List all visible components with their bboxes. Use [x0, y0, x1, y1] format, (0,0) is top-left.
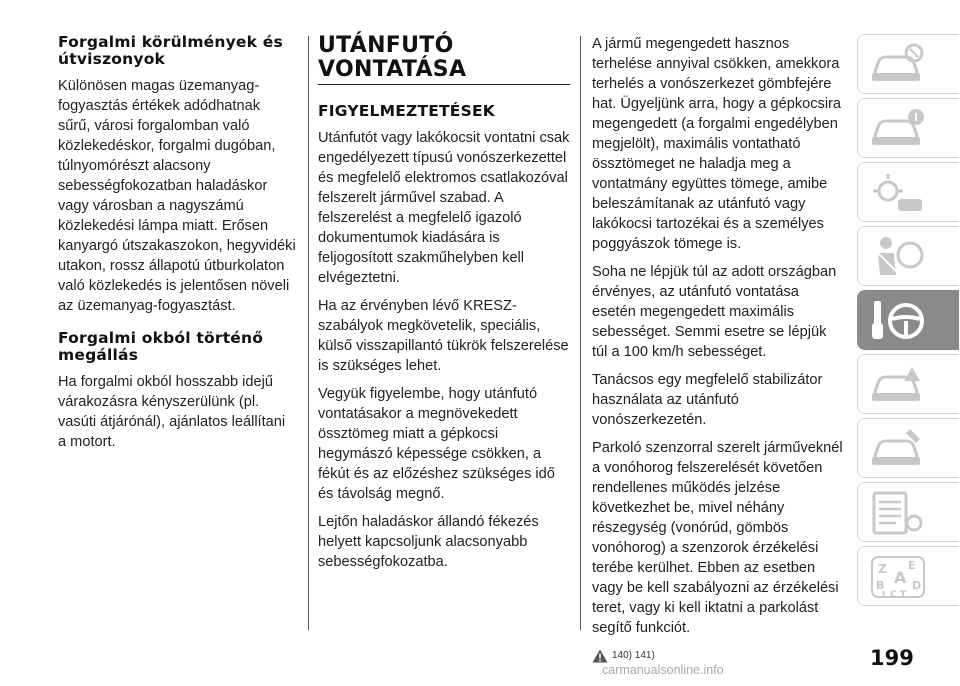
technical-data-icon — [868, 489, 928, 537]
column-left — [58, 34, 296, 460]
heading-traffic-conditions: Forgalmi körülmények és útviszonyok — [58, 33, 283, 68]
car-breakdown-icon — [868, 361, 928, 409]
column-divider-1 — [308, 36, 309, 630]
car-maintenance-icon — [868, 425, 928, 473]
paragraph-traffic-stop: Ha forgalmi okból hosszabb idejű várakozásra kényszerülünk (pl. vasúti átjárónál), ajánlatos leállítani a motort. — [58, 374, 286, 450]
svg-text:C: C — [890, 590, 897, 600]
column-middle — [318, 34, 570, 580]
paragraph-speed-limit: Soha ne lépjük túl az adott országban érvényes, az utánfutó vontatása esetén megengedett maximális sebességet. Semmi esetre se lépjük túl a 100 km/h sebességet. — [592, 264, 837, 360]
column-right — [592, 34, 844, 666]
tab-emergency[interactable] — [857, 354, 959, 414]
tab-car-info[interactable] — [857, 98, 959, 158]
paragraph-trailer-equipment: Utánfutót vagy lakókocsit vontatni csak engedélyezett típusú vonószerkezettel és megfelelő elektromos csatlakozóval felszerelt járművel szabad. A felszerelést a megfelelő igazoló dokumentumok kiadására is feljogosított szakműhelyben kell elvégeztetni. — [318, 130, 570, 286]
warning-lights-icon — [868, 169, 928, 217]
car-info-icon — [868, 105, 928, 153]
car-dashboard-icon — [868, 41, 928, 89]
section-title-rule — [318, 84, 570, 85]
chapter-tabs — [857, 34, 959, 610]
page-number: 199 — [870, 646, 914, 670]
seatbelt-airbag-icon — [868, 233, 928, 281]
paragraph-downhill: Lejtőn haladáskor állandó fékezés helyett kapcsoljunk alacsonyabb sebességfokozatba. — [318, 514, 539, 570]
svg-text:I: I — [882, 590, 886, 600]
svg-text:Z: Z — [878, 562, 887, 576]
column-divider-2 — [580, 36, 581, 630]
heading-traffic-stop: Forgalmi okból történő megállás — [58, 329, 264, 364]
svg-text:E: E — [908, 559, 916, 572]
tab-technical-data[interactable] — [857, 482, 959, 542]
alphabetical-index-icon — [868, 553, 928, 601]
warning-triangle-icon — [592, 649, 608, 663]
paragraph-traffic-conditions: Különösen magas üzemanyag-fogyasztás értékek adódhatnak sűrű, városi forgalomban való közlekedéskor, forgalmi dugóban, túlnyomórészt alacsony sebességfokozatban haladáskor vagy városban a nagyszámú közlekedési lámpa miatt. Erősen kanyargó útszakaszokon, hegyvidéki utakon, rossz állapotú útburkolaton való közlekedés is jelentősen növeli az üzemanyag-fogyasztást. — [58, 78, 296, 314]
svg-text:T: T — [900, 590, 907, 600]
watermark: carmanualsonline.info — [602, 663, 724, 677]
tab-dashboard[interactable] — [857, 34, 959, 94]
svg-text:A: A — [894, 568, 907, 587]
paragraph-payload: A jármű megengedett hasznos terhelése annyival csökken, amekkora terhelés a vonószerkezet gömbfejére hat. Ügyeljünk arra, hogy a gépkocsira megengedett (a forgalmi engedélyben megjelölt), maximális vontatható össztömeget ne haladja meg a vontatmány együttes tömege, amibe beleszámítanak az utánfutó vagy lakókocsi tartozékai és a személyes poggyászok tömege is. — [592, 36, 842, 252]
tab-safety[interactable] — [857, 226, 959, 286]
paragraph-mirrors: Ha az érvényben lévő KRESZ-szabályok megkövetelik, speciális, külső visszapillantó tükrök felszerelése is szükséges lehet. — [318, 298, 569, 374]
svg-text:B: B — [876, 579, 885, 592]
warnings-heading: FIGYELMEZTETÉSEK — [318, 102, 495, 120]
tab-warning-lights[interactable] — [857, 162, 959, 222]
tab-starting-driving[interactable] — [857, 290, 959, 350]
section-title: UTÁNFUTÓ VONTATÁSA — [318, 33, 467, 82]
steering-key-icon — [868, 297, 928, 345]
paragraph-parking-sensor: Parkoló szenzorral szerelt járműveknél a vonóhorog felszerelését követően rendellenes működés jelzése következhet be, mivel néhány részegység (vonórúd, gömbös vonóhorog) a szenzorok érzékelési terébe kerülhet. Ebben az esetben vagy be kell szabályozni az érzékelési teret, vagy ki kell iktatni a parkolást segítő funkciót. — [592, 440, 843, 636]
svg-text:D: D — [912, 579, 922, 592]
tab-maintenance[interactable] — [857, 418, 959, 478]
tab-index[interactable] — [857, 546, 959, 606]
paragraph-climbing-braking: Vegyük figyelembe, hogy utánfutó vontatásakor a megnövekedett össztömeg miatt a gépkocsi hegymászó képessége csökken, a fékút és az előzéshez szükséges idő és távolság megnő. — [318, 386, 555, 502]
warning-reference-numbers: 140) 141) — [612, 650, 655, 661]
paragraph-stabilizer: Tanácsos egy megfelelő stabilizátor használata az utánfutó vonószerkezetén. — [592, 372, 823, 428]
